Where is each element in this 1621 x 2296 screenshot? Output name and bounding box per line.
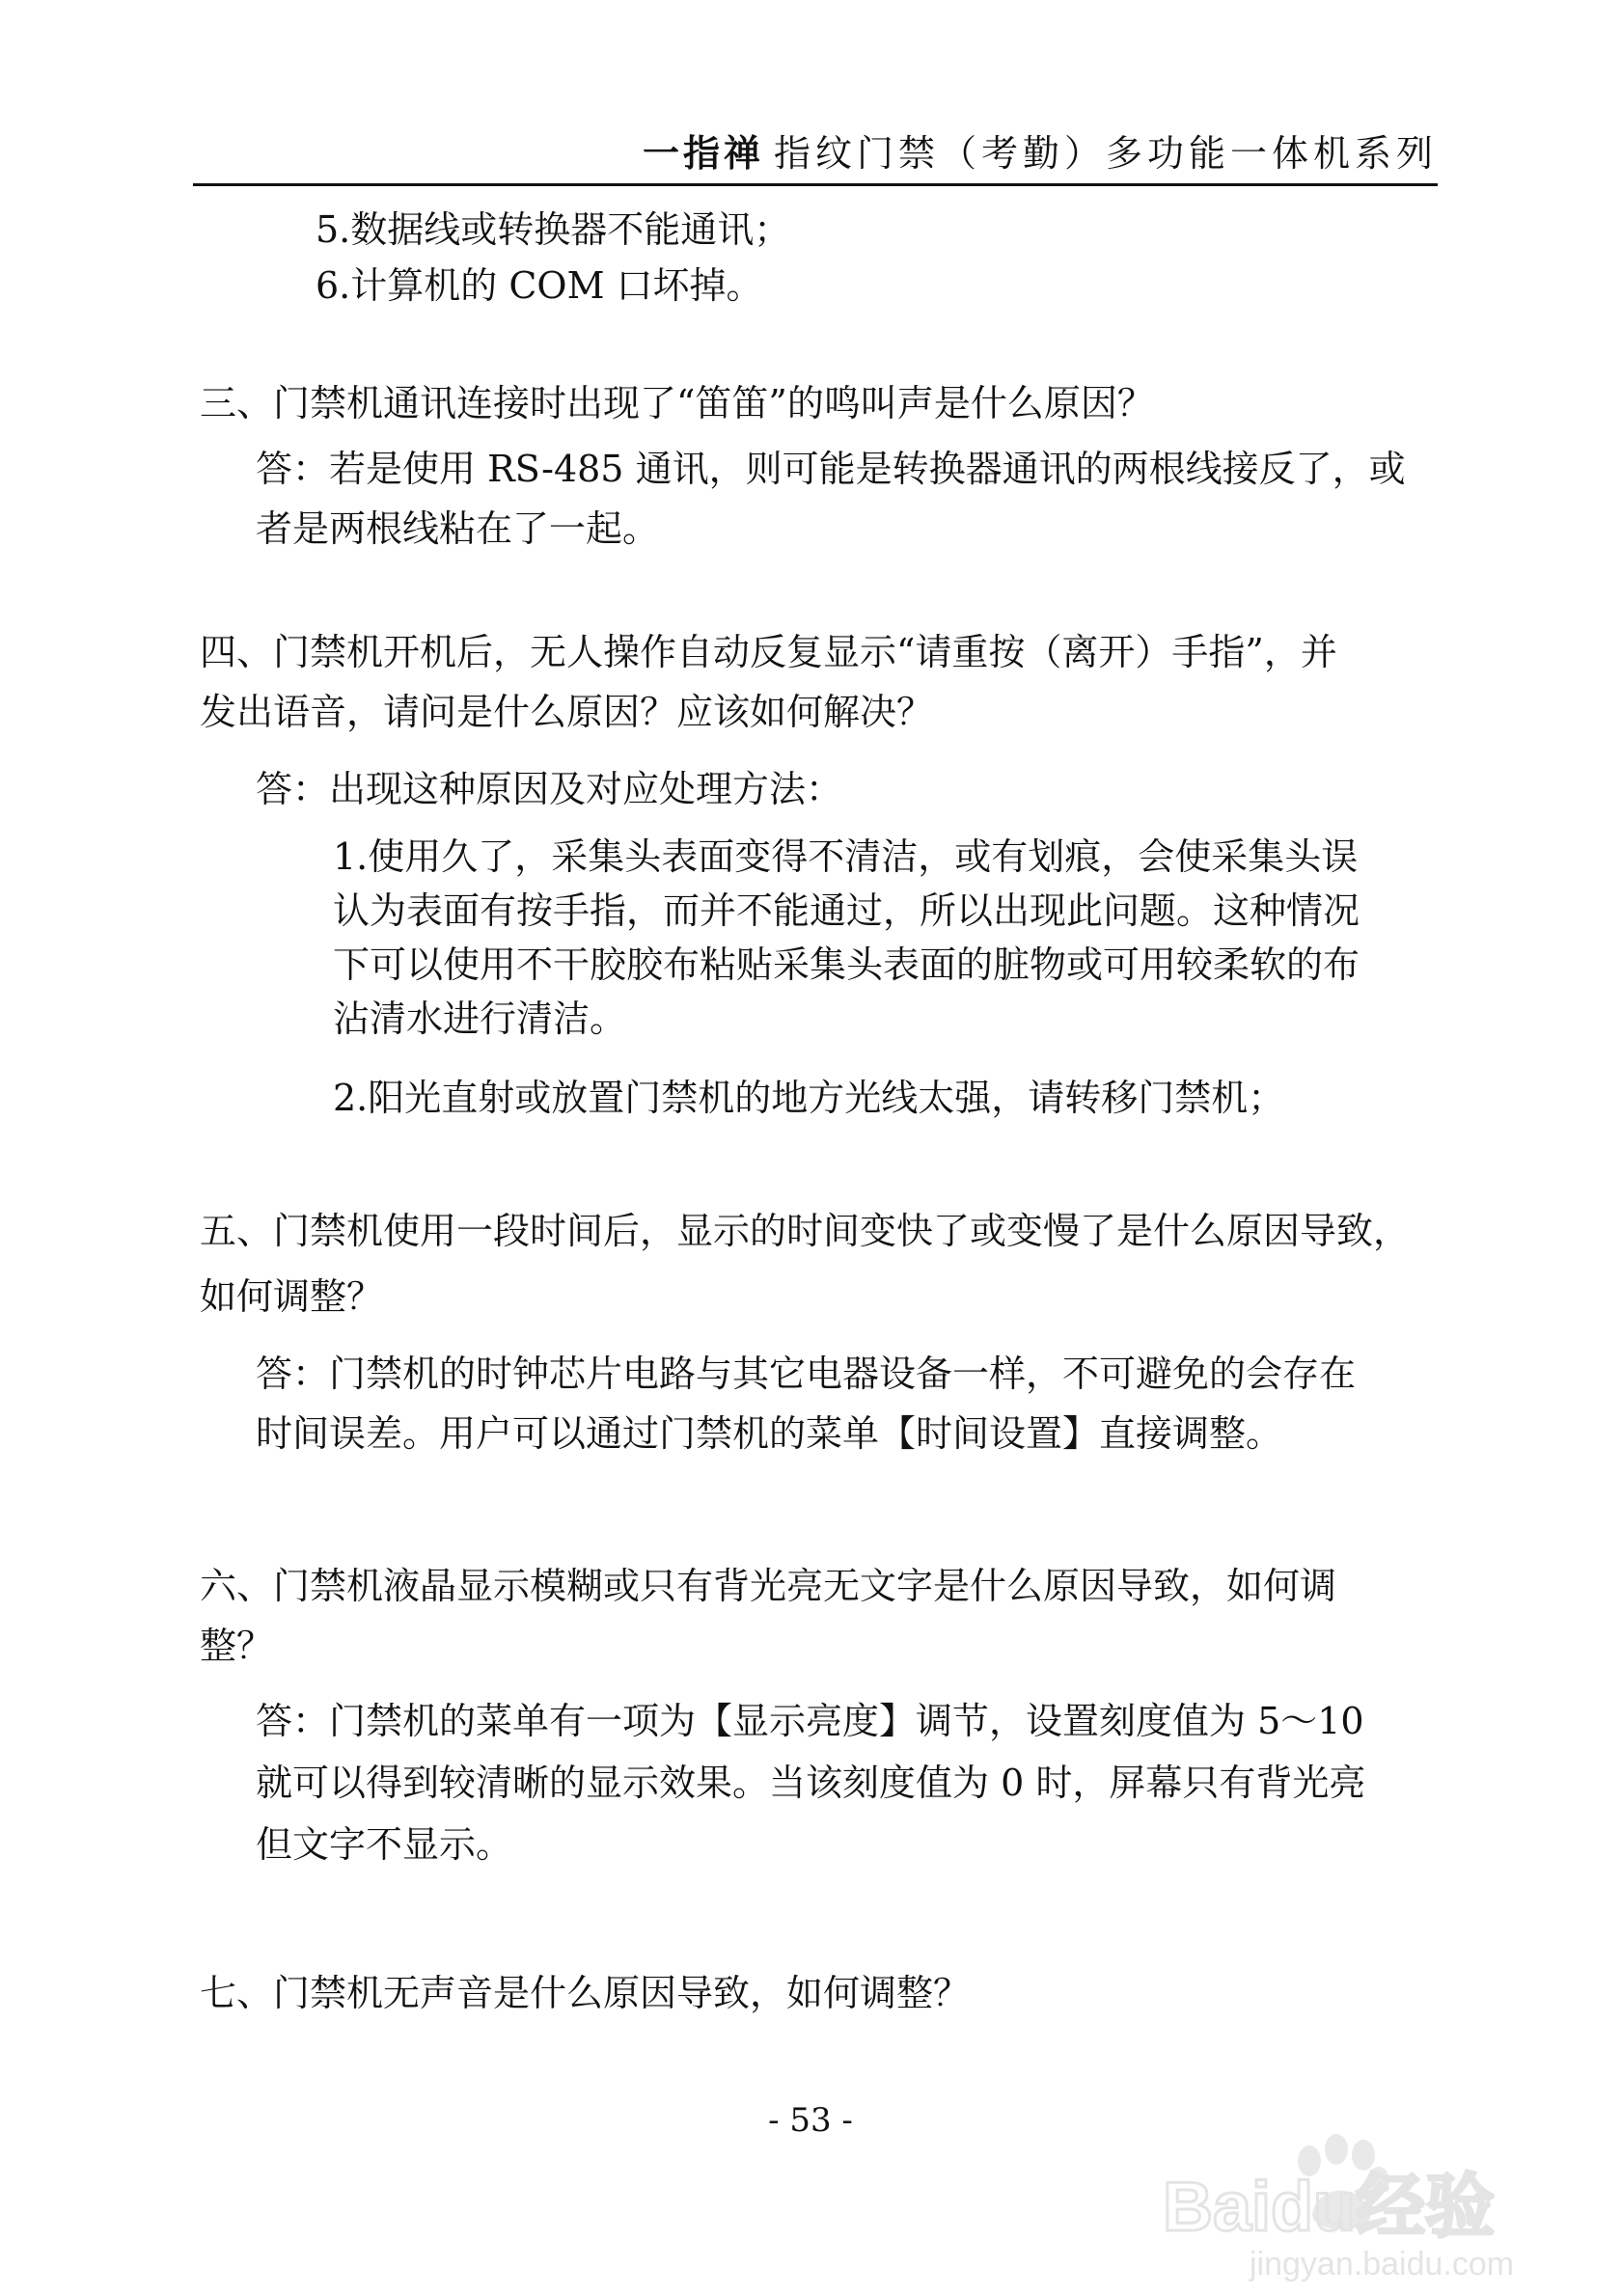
question-3: 三、门禁机通讯连接时出现了“笛笛”的鸣叫声是什么原因？ (200, 382, 1154, 424)
question-5-line: 如何调整？ (200, 1275, 384, 1318)
answer-5-line: 时间误差。用户可以通过门禁机的菜单【时间设置】直接调整。 (256, 1412, 1283, 1455)
page-header (193, 123, 1438, 186)
list-item: 6.计算机的 COM 口坏掉。 (316, 264, 763, 307)
header-series-title: 指纹门禁（考勤）多功能一体机系列 (773, 132, 1438, 175)
question-4-line: 发出语音，请问是什么原因？应该如何解决？ (200, 691, 934, 733)
answer-4-item-line: 沾清水进行清洁。 (333, 998, 627, 1040)
answer-3-line: 者是两根线粘在了一起。 (256, 507, 660, 550)
answer-4-item-line: 认为表面有按手指，而并不能通过，所以出现此问题。这种情况 (333, 889, 1360, 932)
list-item: 5.数据线或转换器不能通讯； (316, 208, 791, 251)
question-6-line: 整？ (200, 1625, 274, 1667)
question-4-line: 四、门禁机开机后，无人操作自动反复显示“请重按（离开）手指”，并 (200, 631, 1337, 673)
baidu-jingyan-watermark (1143, 2122, 1587, 2286)
watermark-logo-text: Baidu经验 (1163, 2169, 1496, 2246)
answer-4-item-line: 下可以使用不干胶胶布粘贴采集头表面的脏物或可用较柔软的布 (333, 943, 1360, 986)
question-5-line: 五、门禁机使用一段时间后，显示的时间变快了或变慢了是什么原因导致， (200, 1210, 1411, 1252)
answer-6-line: 但文字不显示。 (256, 1823, 513, 1866)
answer-3-line: 答：若是使用 RS-485 通讯，则可能是转换器通讯的两根线接反了，或 (256, 448, 1406, 490)
answer-4-item-line: 1.使用久了，采集头表面变得不清洁，或有划痕，会使采集头误 (333, 835, 1359, 878)
answer-6-line: 答：门禁机的菜单有一项为【显示亮度】调节，设置刻度值为 5～10 (256, 1700, 1364, 1742)
answer-6-line: 就可以得到较清晰的显示效果。当该刻度值为 0 时，屏幕只有背光亮 (256, 1762, 1366, 1804)
page-number: - 53 - (768, 2101, 853, 2140)
question-7: 七、门禁机无声音是什么原因导致，如何调整？ (200, 1972, 971, 2014)
answer-4-intro: 答：出现这种原因及对应处理方法： (256, 768, 843, 810)
header-brand: 一指禅 (642, 132, 764, 175)
answer-5-line: 答：门禁机的时钟芯片电路与其它电器设备一样，不可避免的会存在 (256, 1353, 1357, 1395)
answer-4-item-line: 2.阳光直射或放置门禁机的地方光线太强，请转移门禁机； (333, 1077, 1285, 1119)
watermark-url: jingyan.baidu.com (1250, 2246, 1515, 2282)
question-6-line: 六、门禁机液晶显示模糊或只有背光亮无文字是什么原因导致，如何调 (200, 1565, 1337, 1607)
